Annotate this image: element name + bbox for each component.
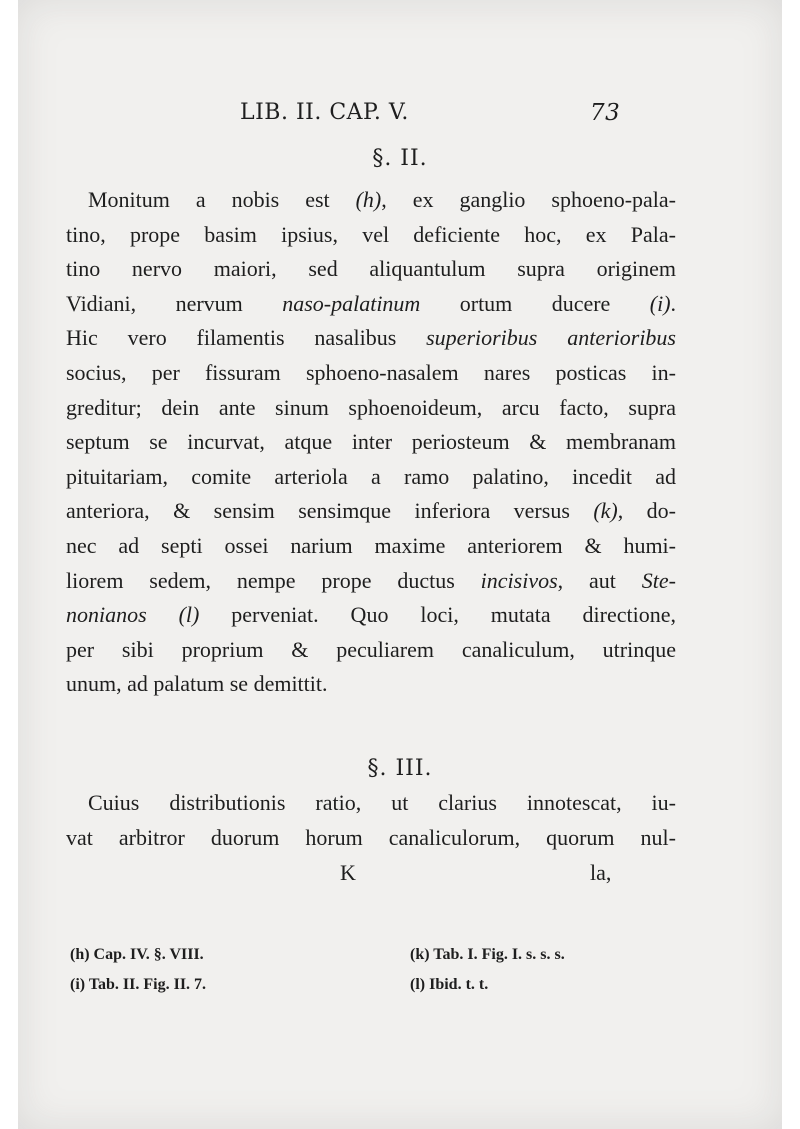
text-line: vat arbitror duorum horum canaliculorum, quorum nul- — [66, 824, 676, 850]
text-line: pituitariam, comite arteriola a ramo palatino, incedit ad — [66, 463, 676, 489]
text-line: liorem sedem, nempe prope ductus incisivos, aut Ste- — [66, 567, 676, 593]
catch-line — [0, 860, 800, 892]
footnote-column-right — [410, 940, 700, 1000]
chapter-title: LIB. II. CAP. V. — [240, 100, 409, 125]
text-line: Monitum a nobis est (h), ex ganglio sphoeno-pala- — [88, 187, 677, 212]
catchword: la, — [590, 860, 612, 885]
signature-mark: K — [340, 860, 356, 885]
text-line: socius, per fissuram sphoeno-nasalem nares posticas in- — [66, 359, 676, 385]
footnote: (l) Ibid. t. t. — [410, 976, 489, 993]
text-line: anteriora, & sensim sensimque inferiora versus (k), do- — [66, 498, 677, 524]
text-line: per sibi proprium & peculiarem canaliculum, utrinque — [66, 636, 676, 662]
footnote: (h) Cap. IV. §. VIII. — [70, 946, 204, 963]
text-line: septum se incurvat, atque inter periosteum & membranam — [66, 429, 676, 455]
text-line: nonianos (l) perveniat. Quo loci, mutata directione, — [66, 602, 677, 628]
section-heading: §. III. — [367, 756, 433, 781]
footnote: (k) Tab. I. Fig. I. s. s. s. — [410, 946, 565, 963]
text-line: Hic vero filamentis nasalibus superioribus anterioribus — [66, 325, 676, 351]
text-line: Vidiani, nervum naso-palatinum ortum ducere (i). — [66, 290, 677, 316]
text-line: Cuius distributionis ratio, ut clarius innotescat, iu- — [88, 790, 676, 815]
footnote-column-left — [70, 940, 360, 1000]
text-line: nec ad septi ossei narium maxime anteriorem & humi- — [66, 532, 676, 558]
running-header — [240, 100, 640, 134]
section-heading: §. II. — [372, 146, 428, 171]
text-line: tino nervo maiori, sed aliquantulum supra originem — [66, 256, 676, 282]
page-number: 73 — [590, 100, 621, 126]
paragraph — [66, 786, 676, 855]
footnote: (i) Tab. II. Fig. II. 7. — [70, 976, 207, 993]
paragraph — [66, 183, 676, 702]
text-line: greditur; dein ante sinum sphoenoideum, arcu facto, supra — [66, 394, 676, 420]
text-line: unum, ad palatum se demittit. — [66, 671, 328, 697]
text-line: tino, prope basim ipsius, vel deficiente hoc, ex Pala- — [66, 221, 676, 247]
